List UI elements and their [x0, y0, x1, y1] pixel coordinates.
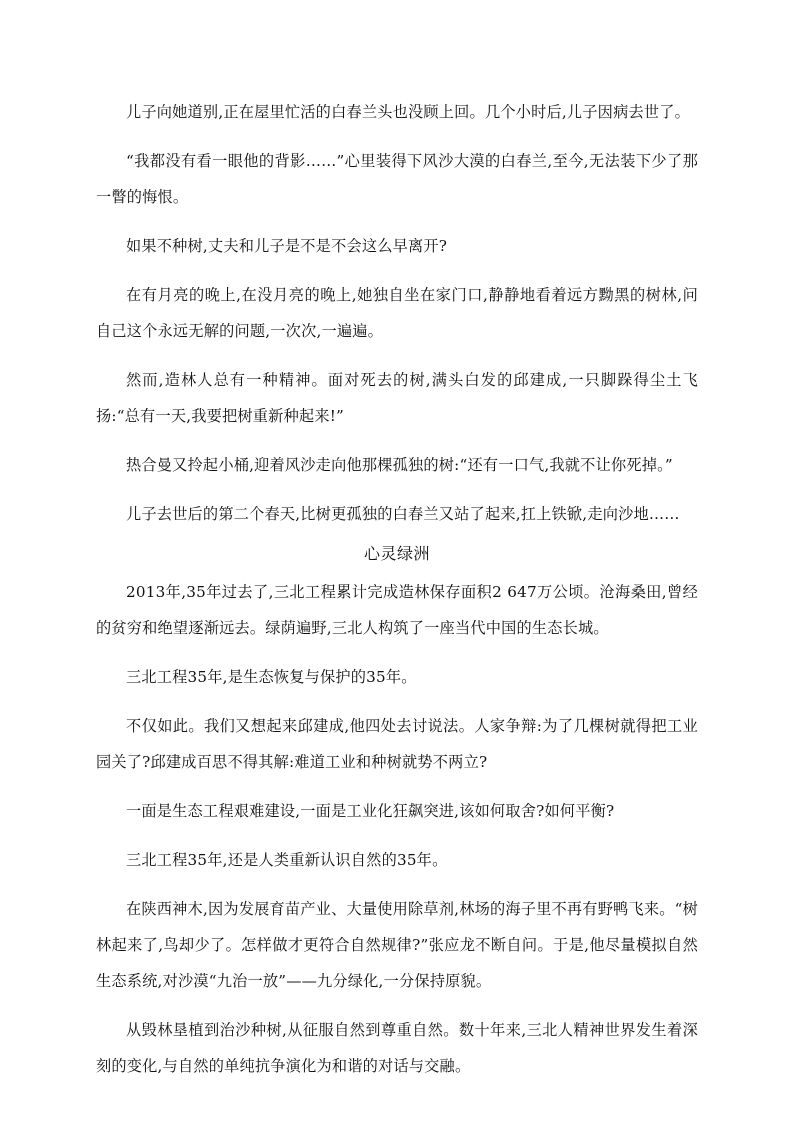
paragraph: 三北工程35年,是生态恢复与保护的35年。	[126, 668, 417, 686]
paragraph: 然而,造林人总有一种精神。面对死去的树,满头白发的邱建成,一只脚跺得尘土飞扬:“总有一天,我要把树重新种起来!”	[96, 371, 698, 425]
paragraph: 热合曼又拎起小桶,迎着风沙走向他那棵孤独的树:“还有一口气,我就不让你死掉。”	[126, 456, 673, 474]
paragraph: 如果不种树,丈夫和儿子是不是不会这么早离开?	[126, 237, 448, 255]
paragraph: 从毁林垦植到治沙种树,从征服自然到尊重自然。数十年来,三北人精神世界发生着深刻的变化,与自然的单纯抗争演化为和谐的对话与交融。	[96, 1021, 698, 1075]
paragraph: 儿子向她道别,正在屋里忙活的白春兰头也没顾上回。几个小时后,儿子因病去世了。	[126, 103, 691, 121]
paragraph: 儿子去世后的第二个春天,比树更孤独的白春兰又站了起来,扛上铁锨,走向沙地……	[126, 505, 680, 523]
paragraph: 在陕西神木,因为发展育苗产业、大量使用除草剂,林场的海子里不再有野鸭飞来。“树林起来了,鸟却少了。怎样做才更符合自然规律?”张应龙不断自问。于是,他尽量模拟自然生态系统,对沙漠“九治一放”——九分绿化,一分保持原貌。	[96, 900, 698, 990]
paragraph: 2013年,35年过去了,三北工程累计完成造林保存面积2 647万公顷。沧海桑田,曾经的贫穷和绝望逐渐远去。绿荫遍野,三北人构筑了一座当代中国的生态长城。	[96, 583, 698, 637]
paragraph: 在有月亮的晚上,在没月亮的晚上,她独自坐在家门口,静静地看着远方黝黑的树林,问自己这个永远无解的问题,一次次,一遍遍。	[96, 286, 698, 340]
paragraph: 一面是生态工程艰难建设,一面是工业化狂飙突进,该如何取舍?如何平衡?	[126, 802, 615, 820]
paragraph: 不仅如此。我们又想起来邱建成,他四处去讨说法。人家争辩:为了几棵树就得把工业园关了?邱建成百思不得其解:难道工业和种树就势不两立?	[96, 717, 698, 771]
paragraph: 三北工程35年,还是人类重新认识自然的35年。	[126, 851, 448, 869]
paragraph: “我都没有看一眼他的背影……”心里装得下风沙大漠的白春兰,至今,无法装下少了那一瞥的悔恨。	[96, 152, 698, 206]
section-title: 心灵绿洲	[363, 544, 430, 563]
document-page	[96, 94, 698, 1097]
